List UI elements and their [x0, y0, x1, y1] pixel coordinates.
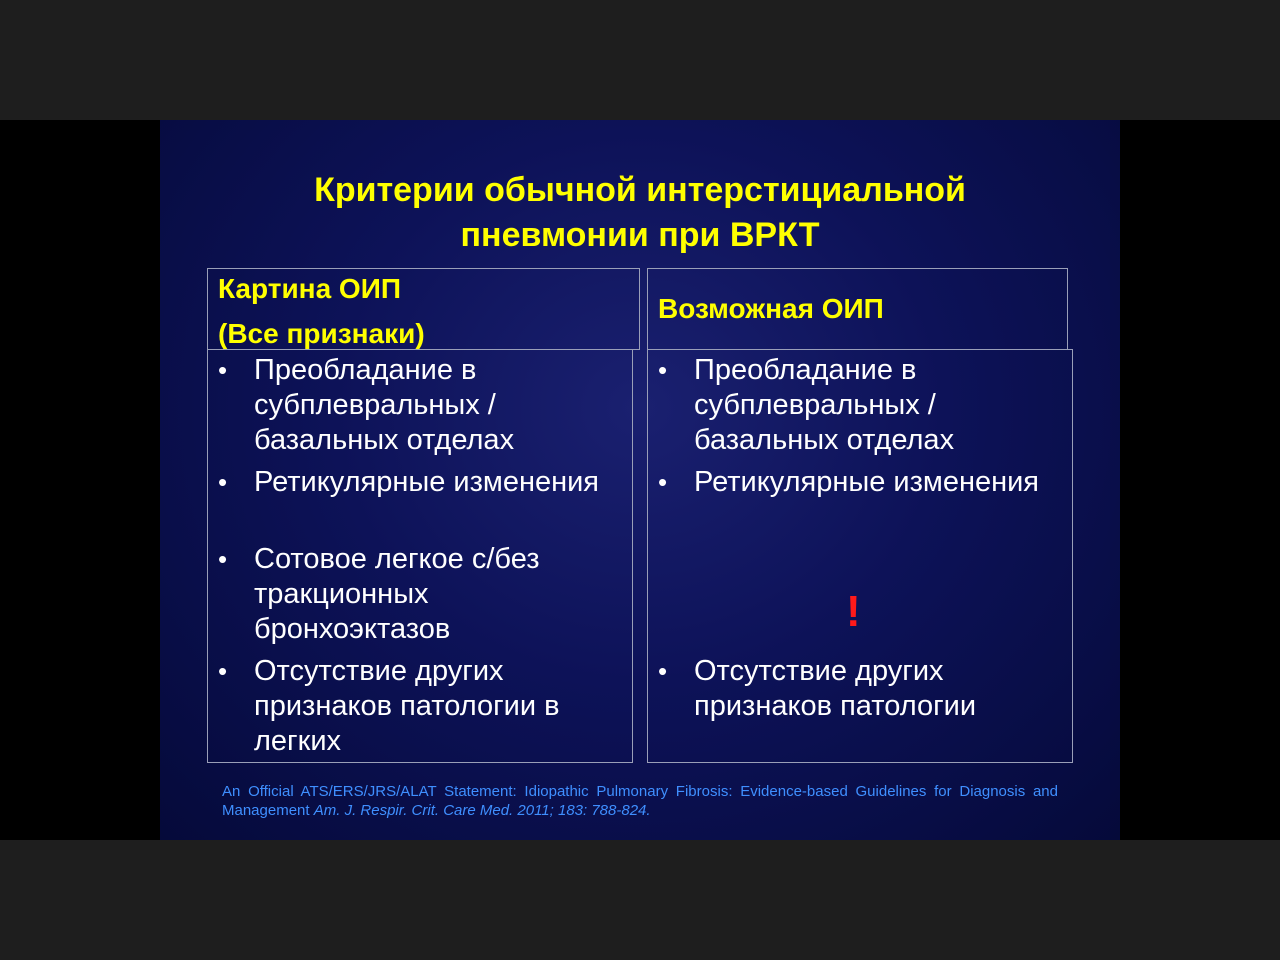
left-list-item: • Ретикулярные изменения	[254, 465, 624, 500]
bottom-letterbox	[0, 840, 1280, 960]
right-header-label: Возможная ОИП	[658, 293, 884, 324]
reference-citation	[222, 782, 1058, 820]
slide-title	[160, 168, 1120, 258]
left-list-item: • Преобладание в субплевральных / базальных отделах	[254, 353, 624, 458]
reference-journal: Am. J. Respir. Crit. Care Med. 2011; 183: 788-824.	[313, 802, 651, 819]
right-list-item: • Ретикулярные изменения	[694, 465, 1064, 500]
warning-exclamation-icon: !	[846, 587, 861, 636]
left-header-line-1: Картина ОИП	[218, 273, 401, 304]
slide-title-line-2: пневмонии при ВРКТ	[460, 216, 820, 254]
left-header-line-2: (Все признаки)	[218, 318, 425, 349]
right-column-header	[647, 268, 1068, 350]
right-criteria-list	[647, 349, 1073, 763]
slide	[160, 120, 1120, 840]
left-list-item: • Отсутствие других признаков патологии в легких	[254, 654, 624, 759]
left-criteria-list	[207, 349, 633, 763]
right-list-item: • Отсутствие других признаков патологии	[694, 654, 1064, 724]
left-list-item: • Сотовое легкое с/без тракционных бронхоэктазов	[254, 542, 624, 647]
left-column-header	[207, 268, 640, 350]
top-letterbox	[0, 0, 1280, 120]
right-list-item: • Преобладание в субплевральных / базальных отделах	[694, 353, 1064, 458]
reference-text: An Official ATS/ERS/JRS/ALAT Statement: Idiopathic Pulmonary Fibrosis: Evidence-based Guidelines for Diagnosis and Management	[222, 783, 1058, 819]
slide-title-line-1: Критерии обычной интерстициальной	[314, 171, 966, 209]
